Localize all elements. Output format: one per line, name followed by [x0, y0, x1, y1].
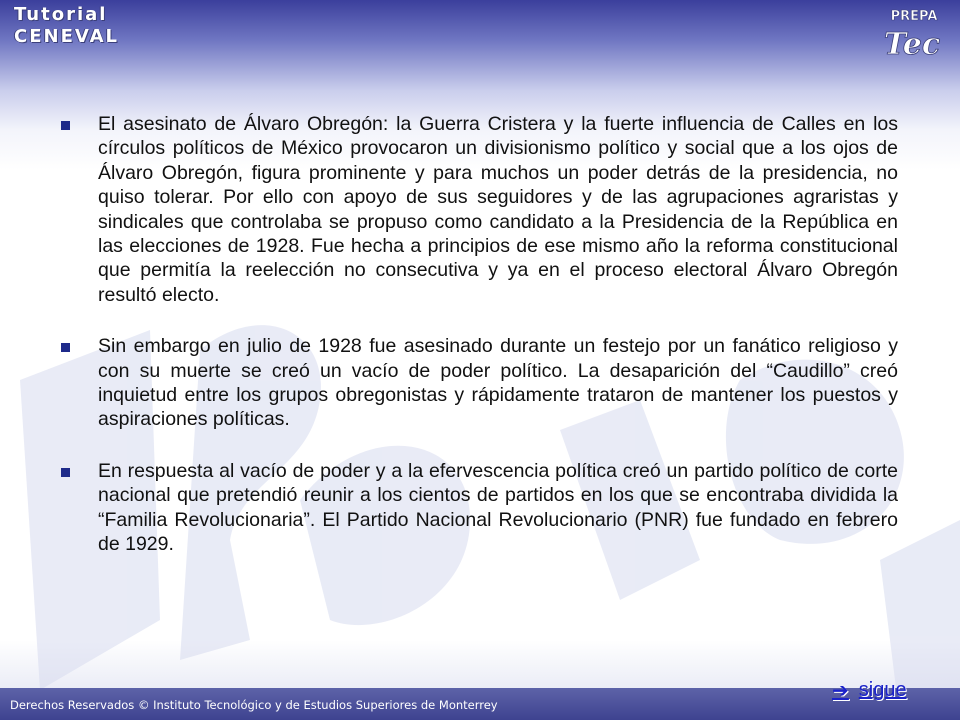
square-bullet-icon	[61, 343, 70, 352]
bullet-item	[58, 112, 898, 307]
brand-title	[14, 4, 119, 48]
bullet-item	[58, 459, 898, 557]
logo-bottom-text: Tec	[883, 27, 941, 62]
next-link-label: sigue	[858, 679, 907, 701]
prepa-tec-logo	[870, 4, 950, 64]
paragraph-3: En respuesta al vacío de poder y a la efervescencia política creó un partido político de corte nacional que pretendió reunir a los cientos de partidos en los que se encontraba dividida la “Familia Revolucionaria”. El Partido Nacional Revolucionario (PNR) fue fundado en febrero de 1929.	[98, 459, 898, 556]
paragraph-2: Sin embargo en julio de 1928 fue asesinado durante un festejo por un fanático religioso y con su muerte se creó un vacío de poder político. La desaparición del “Caudillo” creó inquietud entre los grupos obregonistas y rápidamente trataron de mantener los puestos y aspiraciones políticas.	[98, 335, 898, 431]
brand-line-2: CENEVAL	[14, 26, 119, 47]
main-content	[58, 112, 898, 557]
square-bullet-icon	[61, 468, 70, 477]
logo-top-text: PREPA	[890, 9, 938, 24]
brand-line-1: Tutorial	[14, 4, 108, 25]
arrow-right-icon: ➔	[832, 680, 849, 702]
paragraph-1: El asesinato de Álvaro Obregón: la Guerra Cristera y la fuerte influencia de Calles en los círculos políticos de México provocaron un divisionismo político y social que a los ojos de Álvaro Obregón, figura prominente y para muchos un poder detrás de la presidencia, no quiso tolerar. Por ello con apoyo de sus seguidores y de las agrupaciones agraristas y sindicales que controlaba se propuso como candidato a la Presidencia de la República en las elecciones de 1928. Fue hecha a principios de ese mismo año la reforma constitucional que permitía la reelección no consecutiva y ya en el proceso electoral Álvaro Obregón resultó electo.	[98, 113, 898, 306]
bullet-item	[58, 334, 898, 432]
next-link[interactable]	[832, 678, 907, 703]
square-bullet-icon	[61, 121, 70, 130]
copyright-text: Derechos Reservados © Instituto Tecnológico y de Estudios Superiores de Monterrey	[10, 698, 498, 712]
